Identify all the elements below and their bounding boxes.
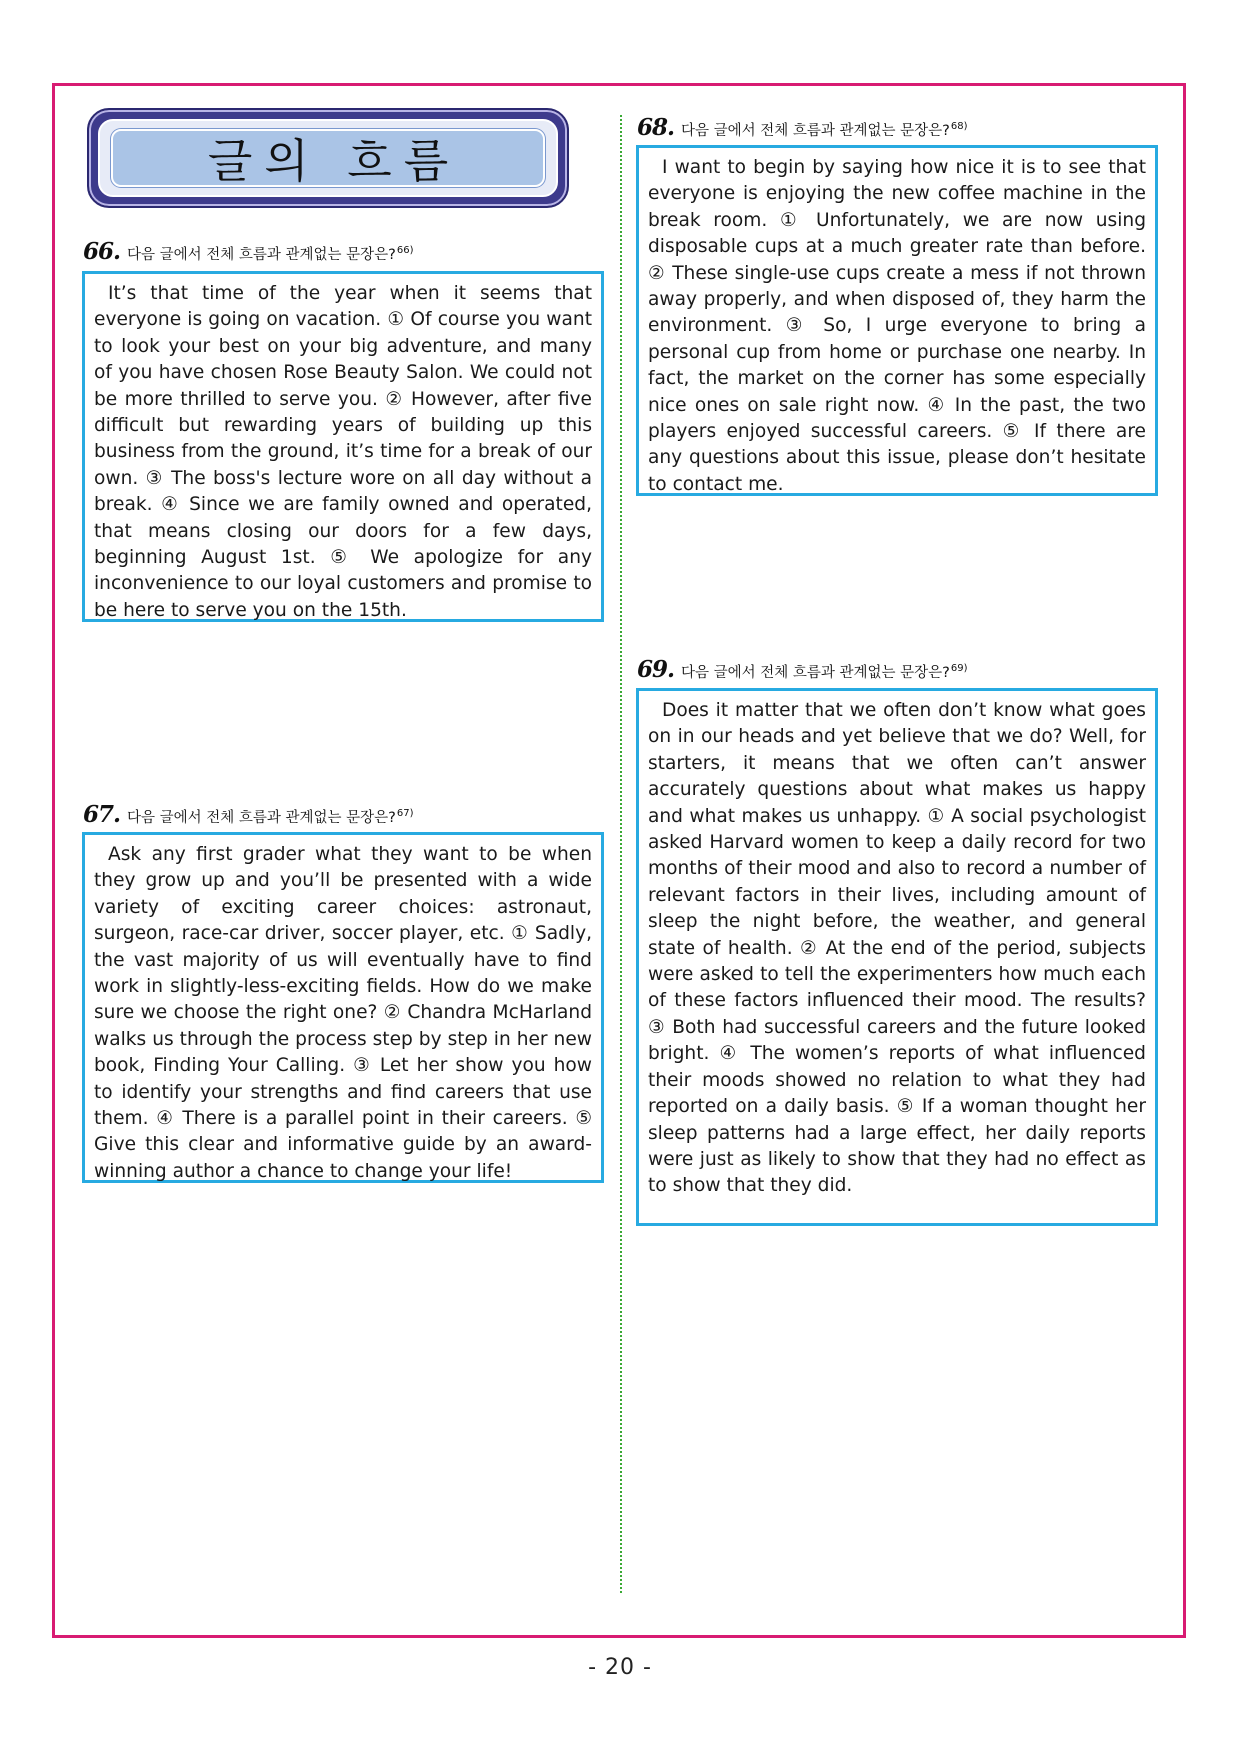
question-ref: 66) (396, 245, 414, 257)
question-66-passage: It’s that time of the year when it seems that everyone is going on vacation. ① Of course you want to look your best on your big adventure, and many of you have chosen Rose Beauty Salon. We could not be more thrilled to serve you. ② However, after five difficult but rewarding years of building up this business from the ground, it’s time for a break of our own. ③ The boss's lecture wore on all day without a break. ④ Since we are family owned and operated, that means closing our doors for a few days, beginning August 1st. ⑤ We apologize for any inconvenience to our loyal customers and promise to be here to serve you on the 15th. (94, 283, 592, 621)
question-67-passage-box (82, 832, 604, 1183)
question-66-header (83, 238, 414, 265)
question-prompt (127, 806, 414, 827)
question-67-header (83, 801, 414, 828)
title-banner-core (111, 129, 545, 187)
question-prompt (681, 119, 968, 140)
question-prompt-text: 다음 글에서 전체 흐름과 관계없는 문장은? (681, 123, 950, 139)
page-number: - 20 - (588, 1655, 652, 1680)
question-prompt-text: 다음 글에서 전체 흐름과 관계없는 문장은? (127, 810, 396, 826)
title-banner (87, 108, 569, 208)
column-divider (620, 115, 622, 1593)
question-68-passage-box (636, 145, 1158, 496)
question-prompt (681, 661, 968, 682)
question-68-passage: I want to begin by saying how nice it is to see that everyone is enjoying the new coffee machine in the break room. ① Unfortunately, we are now using disposable cups at a much greater rate than before. ② These single-use cups create a mess if not thrown away properly, and when disposed of, they harm the environment. ③ So, I urge everyone to bring a personal cup from home or purchase one nearby. In fact, the market on the corner has some especially nice ones on sale right now. ④ In the past, the two players enjoyed successful careers. ⑤ If there are any questions about this issue, please don’t hesitate to contact me. (648, 157, 1146, 495)
question-ref: 68) (950, 121, 968, 133)
question-number: 66. (83, 238, 121, 265)
question-67-passage: Ask any first grader what they want to be when they grow up and you’ll be presented with a wide variety of exciting career choices: astronaut, surgeon, race-car driver, soccer player, etc. ① Sadly, the vast majority of us will eventually have to find work in slightly-less-exciting fields. How do we make sure we choose the right one? ② Chandra McHarland walks us through the process step by step in her new book, Finding Your Calling. ③ Let her show you how to identify your strengths and find careers that use them. ④ There is a parallel point in their careers. ⑤ Give this clear and informative guide by an award-winning author a chance to change your life! (94, 844, 592, 1182)
question-number: 68. (637, 114, 675, 141)
question-number: 67. (83, 801, 121, 828)
question-68-header (637, 114, 968, 141)
question-66-passage-box (82, 271, 604, 622)
question-ref: 69) (950, 663, 968, 675)
section-title: 글의 흐름 (207, 134, 461, 188)
question-69-passage-box (636, 688, 1158, 1226)
question-number: 69. (637, 656, 675, 683)
question-prompt-text: 다음 글에서 전체 흐름과 관계없는 문장은? (127, 247, 396, 263)
title-banner-inner (98, 119, 558, 197)
question-69-header (637, 656, 968, 683)
question-prompt-text: 다음 글에서 전체 흐름과 관계없는 문장은? (681, 665, 950, 681)
question-69-passage: Does it matter that we often don’t know what goes on in our heads and yet believe that we do? Well, for starters, it means that we often can’t answer accurately questions about what makes us happy and what makes us unhappy. ① A social psychologist asked Harvard women to keep a daily record for two months of their mood and also to record a number of relevant factors in their lives, including amount of sleep the night before, the weather, and general state of health. ② At the end of the period, subjects were asked to tell the experimenters how much each of these factors influenced their mood. The results? ③ Both had successful careers and the future looked bright. ④ The women’s reports of what influenced their moods showed no relation to what they had reported on a daily basis. ⑤ If a woman thought her sleep patterns had a large effect, her daily reports were just as likely to show that they had no effect as to show that they did. (648, 700, 1146, 1197)
question-prompt (127, 243, 414, 264)
question-ref: 67) (396, 808, 414, 820)
